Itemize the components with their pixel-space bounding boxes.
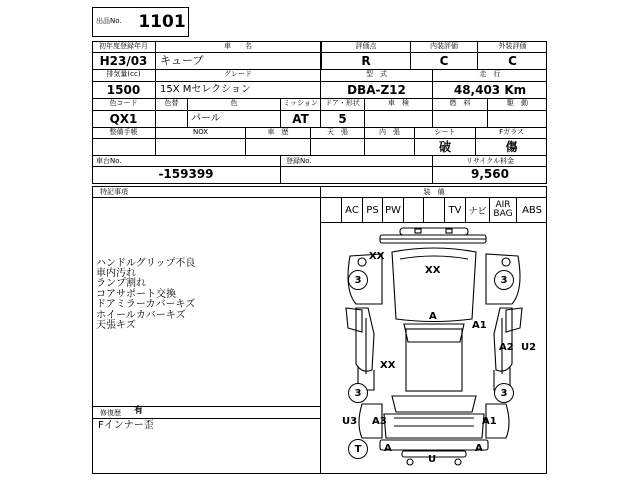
front-left-wheel-mark: 3 — [348, 270, 368, 290]
right-a2-mark: A2 — [499, 342, 514, 353]
rear-a3-mark: A3 — [372, 416, 387, 427]
tail-t-mark: T — [348, 439, 368, 459]
ceiling-label: 天 張 — [327, 128, 348, 136]
fuel-label: 燃 料 — [449, 99, 471, 107]
transmission-value: AT — [292, 112, 309, 126]
chassis-value: -159399 — [158, 167, 214, 181]
color-label: 色 — [230, 99, 238, 107]
repair-detail: Fインナー歪 — [98, 420, 154, 431]
repair-label: 修復歴 — [100, 409, 121, 417]
glass-label: Fガラス — [499, 128, 524, 136]
manual-label: 整備手帳 — [109, 128, 138, 136]
rear-right-a1-mark: A1 — [482, 416, 497, 427]
rear-u3-mark: U3 — [342, 416, 358, 427]
doors-label: ドア・形状 — [325, 99, 360, 107]
recycle-value: 9,560 — [471, 167, 509, 181]
displacement-value: 1500 — [106, 83, 141, 97]
grade-label: グレード — [224, 70, 252, 78]
type-value: DBA-Z12 — [347, 83, 406, 97]
glass-value: 傷 — [505, 140, 518, 154]
mileage-label: 走 行 — [479, 70, 501, 78]
drive-label: 駆 動 — [507, 99, 528, 107]
tail-a-left-mark: A — [384, 443, 392, 454]
chassis-label: 車台No. — [96, 157, 122, 165]
nox-label: NOX — [192, 128, 209, 136]
tail-a-right-mark: A — [475, 443, 483, 454]
note-line: ホイールカバーキズ — [96, 310, 186, 321]
color-change-label: 色替 — [164, 99, 179, 107]
notes-label: 特記事項 — [100, 188, 128, 196]
equipment-ac: AC — [345, 204, 359, 216]
recycle-label: リサイクル料金 — [465, 157, 515, 165]
note-line: 車内汚れ — [96, 268, 136, 279]
note-line: ハンドルグリップ不良 — [96, 258, 196, 269]
type-label: 型 式 — [366, 70, 387, 78]
rear-left-xx-mark: XX — [380, 360, 396, 371]
color-code-value: QX1 — [109, 112, 138, 126]
center-a-mark: A — [429, 311, 437, 322]
right-a1-mark: A1 — [472, 320, 487, 331]
note-line: 天張キズ — [96, 320, 136, 331]
equipment-tv: TV — [448, 204, 462, 216]
model-value: キューブ — [160, 54, 204, 67]
repair-value: 有 — [134, 406, 144, 416]
seat-value: 破 — [438, 140, 451, 154]
grade-score-value: R — [361, 54, 371, 68]
roof-xx-mark: XX — [425, 265, 441, 276]
lot-number: 1101 — [138, 12, 186, 32]
grade-score-label: 評価点 — [355, 42, 377, 50]
front-left-xx-mark: XX — [369, 251, 385, 262]
color-code-label: 色コード — [109, 99, 138, 107]
equipment-abs: ABS — [522, 204, 542, 216]
grade-value: 15X Mセレクション — [160, 84, 251, 95]
interior-value: C — [439, 54, 449, 68]
note-line: ランプ割れ — [96, 278, 146, 289]
rear-right-wheel-mark: 3 — [494, 383, 514, 403]
front-right-wheel-mark: 3 — [494, 270, 514, 290]
year-value: H23/03 — [99, 54, 148, 68]
note-line: コアサポート交換 — [96, 289, 176, 300]
displacement-label: 排気量(cc) — [106, 70, 141, 78]
equipment-label: 装 備 — [423, 188, 445, 196]
note-line: ドアミラーカバーキズ — [96, 299, 196, 310]
color-value: パール — [191, 113, 221, 124]
mileage-value: 48,403 Km — [453, 83, 527, 97]
history-label: 車 歴 — [267, 128, 289, 136]
seat-label: シート — [434, 128, 456, 136]
equipment-ps: PS — [366, 204, 379, 216]
tail-u-mark: U — [428, 454, 437, 465]
transmission-label: ミッション — [283, 99, 318, 107]
exterior-value: C — [508, 54, 517, 68]
doors-value: 5 — [338, 112, 347, 126]
year-label: 初年度登録年月 — [99, 42, 148, 50]
interior-label: 内装評価 — [430, 42, 458, 50]
right-u2-mark: U2 — [521, 342, 537, 353]
equipment-airbag: AIR BAG — [493, 200, 513, 219]
lot-number-label: 出品No. — [96, 17, 122, 25]
model-label: 車 名 — [224, 42, 252, 50]
inspection-label: 車 検 — [388, 99, 409, 107]
equipment-navi: ナビ — [468, 206, 487, 217]
exterior-label: 外装評価 — [498, 42, 527, 50]
rear-left-wheel-mark: 3 — [348, 383, 368, 403]
equipment-pw: PW — [385, 204, 401, 216]
interior-upholstery-label: 内 張 — [379, 128, 400, 136]
registration-label: 登録No. — [286, 157, 312, 165]
